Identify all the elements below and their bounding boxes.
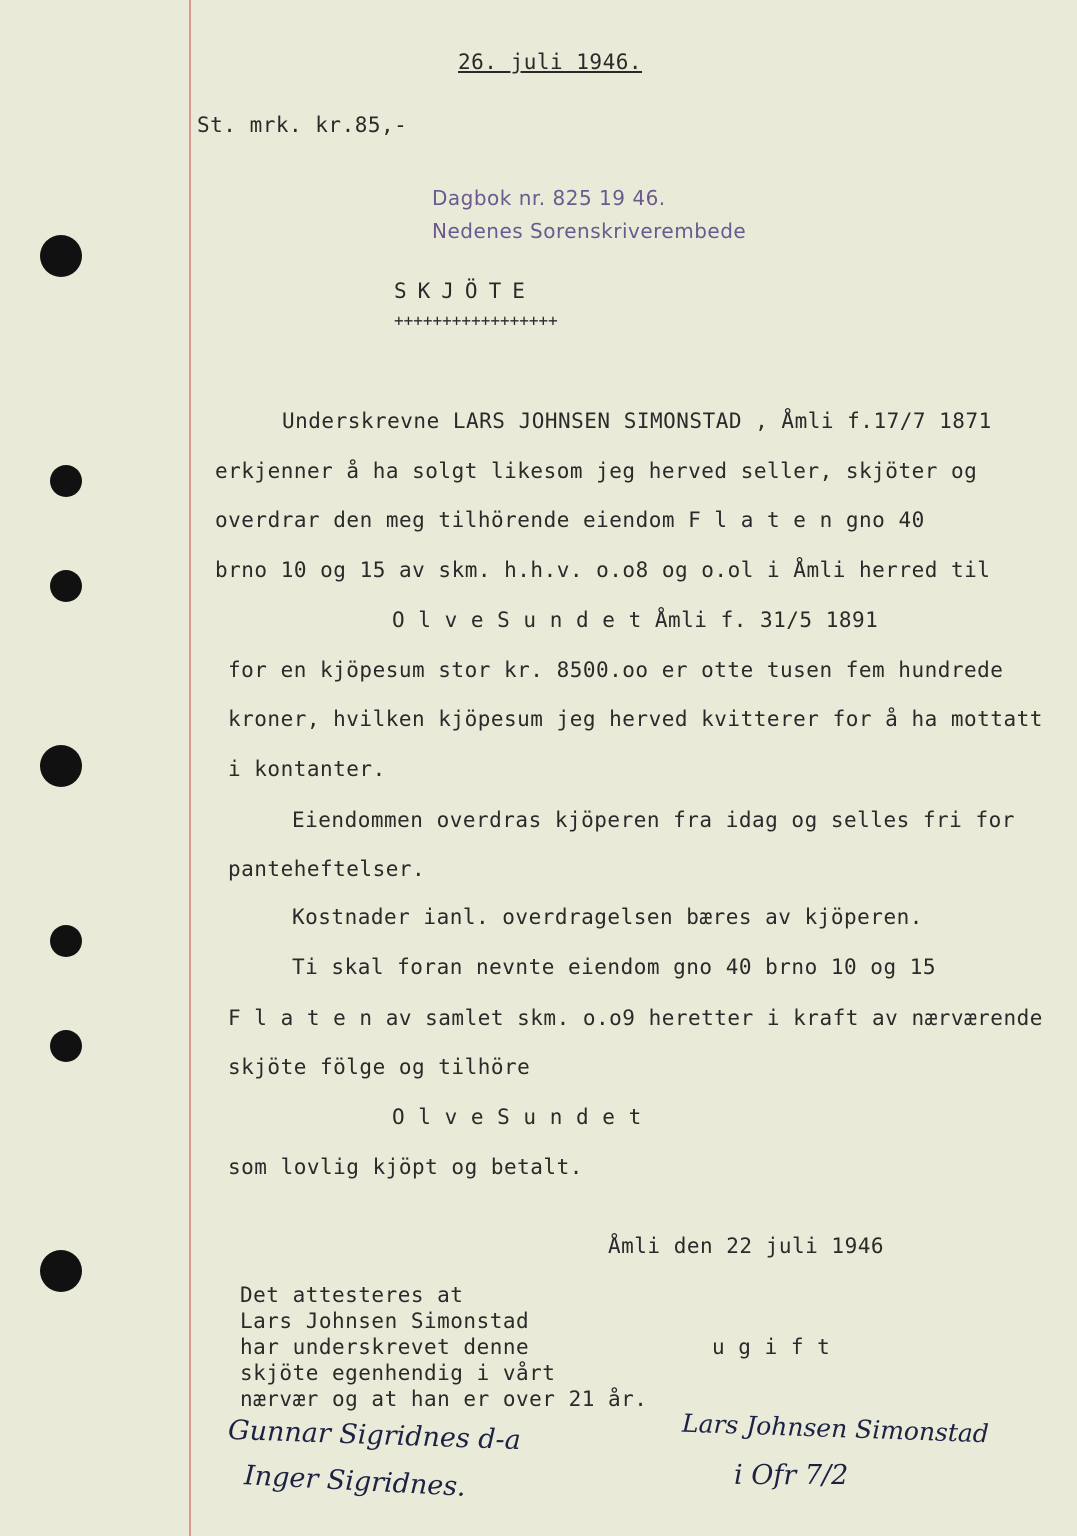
body-line: erkjenner å ha solgt likesom jeg herved seller, skjöter og bbox=[215, 459, 978, 483]
body-line: F l a t e n av samlet skm. o.o9 heretter i kraft av nærværende bbox=[228, 1006, 1043, 1030]
body-line: O l v e S u n d e t bbox=[392, 1105, 642, 1129]
body-line: som lovlig kjöpt og betalt. bbox=[228, 1155, 583, 1179]
body-line: overdrar den meg tilhörende eiendom F l a t e n gno 40 bbox=[215, 508, 925, 532]
punch-hole bbox=[40, 1250, 82, 1292]
punch-hole bbox=[40, 745, 82, 787]
place-date: Åmli den 22 juli 1946 bbox=[608, 1234, 885, 1258]
document-title: SKJÖTE bbox=[394, 279, 536, 303]
punch-hole bbox=[50, 465, 82, 497]
margin-line bbox=[189, 0, 191, 1536]
body-line: Eiendommen overdras kjöperen fra idag og selles fri for bbox=[292, 808, 1015, 832]
body-line: for en kjöpesum stor kr. 8500.oo er otte tusen fem hundrede bbox=[228, 658, 1004, 682]
title-underline: +++++++++++++++++ bbox=[394, 311, 558, 330]
body-line: panteheftelser. bbox=[228, 857, 426, 881]
attestation-line: skjöte egenhendig i vårt bbox=[240, 1361, 556, 1385]
seller-signature: Lars Johnsen Simonstad bbox=[681, 1408, 990, 1449]
body-line: kroner, hvilken kjöpesum jeg herved kvitterer for å ha mottatt bbox=[228, 707, 1043, 731]
body-line: Ti skal foran nevnte eiendom gno 40 brno 10 og 15 bbox=[292, 955, 937, 979]
punch-hole bbox=[40, 235, 82, 277]
marital-status: u g i f t bbox=[712, 1335, 831, 1359]
diary-number-stamp: Dagbok nr. 825 19 46. bbox=[432, 186, 666, 210]
punch-hole bbox=[50, 1030, 82, 1062]
office-stamp: Nedenes Sorenskriverembede bbox=[432, 219, 747, 243]
attestation-line: Det attesteres at bbox=[240, 1283, 464, 1307]
body-line: O l v e S u n d e t Åmli f. 31/5 1891 bbox=[392, 608, 879, 632]
attestation-line: Lars Johnsen Simonstad bbox=[240, 1309, 530, 1333]
body-line: skjöte fölge og tilhöre bbox=[228, 1055, 531, 1079]
document-date: 26. juli 1946. bbox=[458, 50, 643, 74]
stamp-duty: St. mrk. kr.85,- bbox=[197, 113, 408, 137]
punch-hole bbox=[50, 925, 82, 957]
witness-signature: Gunnar Sigridnes d-a bbox=[227, 1414, 522, 1457]
punch-hole bbox=[50, 570, 82, 602]
body-line: i kontanter. bbox=[228, 757, 386, 781]
signature-note: i Ofr 7/2 bbox=[734, 1460, 849, 1491]
body-line: Kostnader ianl. overdragelsen bæres av kjöperen. bbox=[292, 905, 923, 929]
body-line: Underskrevne LARS JOHNSEN SIMONSTAD , Åmli f.17/7 1871 bbox=[282, 409, 992, 433]
body-line: brno 10 og 15 av skm. h.h.v. o.o8 og o.ol i Åmli herred til bbox=[215, 558, 991, 582]
attestation-line: nærvær og at han er over 21 år. bbox=[240, 1387, 648, 1411]
attestation-line: har underskrevet denne bbox=[240, 1335, 530, 1359]
witness-signature: Inger Sigridnes. bbox=[243, 1460, 467, 1503]
